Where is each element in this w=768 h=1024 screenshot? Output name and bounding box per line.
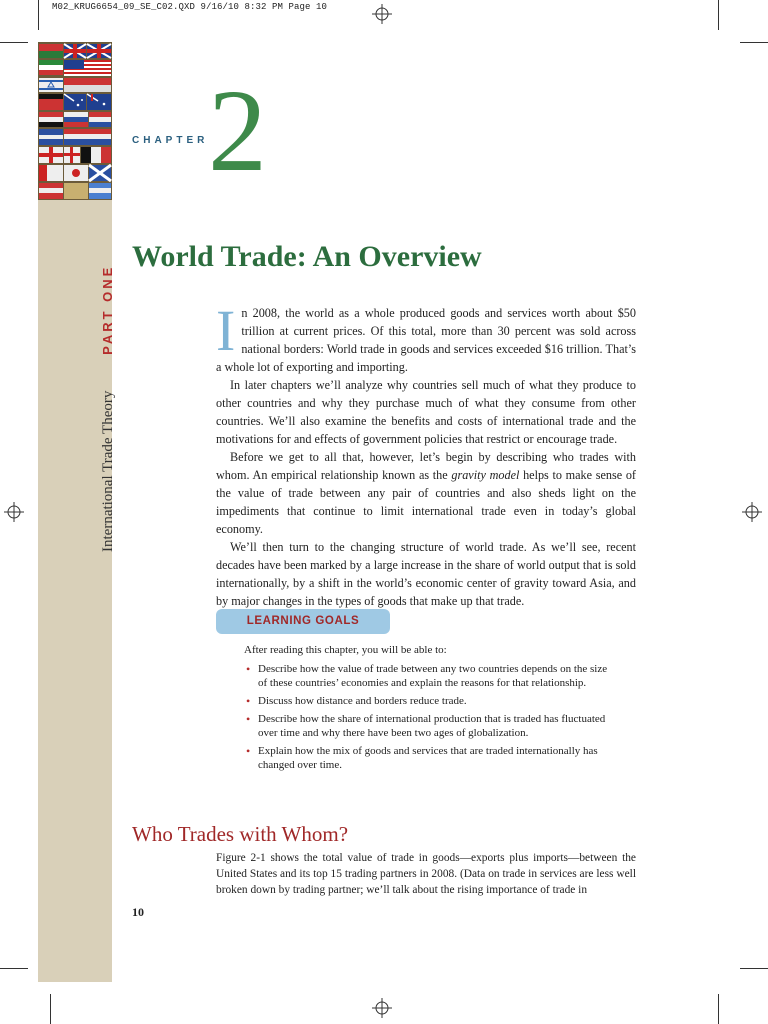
drop-cap: I: [216, 298, 236, 363]
learning-goals-intro: After reading this chapter, you will be able to:: [244, 644, 447, 656]
page-number: 10: [132, 905, 144, 919]
crop-mark-top-right: [718, 0, 719, 30]
body-paragraph: In later chapters we’ll analyze why countries sell much of what they produce to other countries and why they purchase much of what they consume from other countries. We’ll also examine the benefits and costs of international trade and the motivations for and effects of government policies that restrict or encourage trade.: [216, 378, 636, 446]
intro-text: [216, 298, 636, 610]
body-paragraph: [216, 448, 636, 538]
body-paragraph: We’ll then turn to the changing structure of world trade. As we’ll see, recent decades have been marked by a large increase in the share of world output that is sold internationally, by a shift in the world’s economic center of gravity toward Asia, and by major changes in the types of goods that make up that trade.: [216, 540, 636, 608]
intro-paragraph-text: n 2008, the world as a whole produced goods and services worth about $50 trillion at current prices. Of this total, more than 30 percent was sold across national borders: World trade in goods and services exceeded $16 trillion. That’s a whole lot of exporting and importing.: [216, 306, 636, 374]
book-title: International Trade Theory: [100, 390, 116, 552]
crop-mark-right-bottom: [740, 968, 768, 969]
part-label: PART ONE: [100, 264, 115, 355]
gravity-model-term: gravity model: [451, 468, 520, 482]
section-heading: Who Trades with Whom?: [132, 822, 349, 846]
body-text: Before we get to all that, however, let’s begin by describing who trades with whom. An empirical relationship known as the: [216, 450, 636, 482]
learning-goal-item: • Describe how the share of international production that is traded has fluctuated over time and why there have been two ages of globalization.: [246, 712, 612, 740]
crop-mark-left-bottom: [0, 968, 28, 969]
registration-mark-left: [4, 502, 24, 522]
sidebar-vertical-title: [100, 265, 117, 552]
world-flags-image: [38, 42, 112, 200]
section-body-text: Figure 2-1 shows the total value of trade in goods—exports plus imports—between the United States and its top 15 trading partners in 2008. (Data on trade in services are less well broken down by trading partner; we’ll talk about the rising importance of trade in: [216, 852, 636, 896]
learning-goals-heading: LEARNING GOALS: [216, 609, 390, 634]
crop-mark-bottom-left: [50, 994, 51, 1024]
chapter-number: 2: [208, 65, 267, 196]
learning-goal-item: • Explain how the mix of goods and services that are traded internationally has changed over time.: [246, 744, 612, 772]
learning-goals-list: [246, 662, 612, 776]
crop-mark-right-top: [740, 42, 768, 43]
registration-mark-right: [742, 502, 762, 522]
crop-mark-left-top: [0, 42, 28, 43]
crop-mark-bottom-right: [718, 994, 719, 1024]
print-slug: M02_KRUG6654_09_SE_C02.QXD 9/16/10 8:32 PM Page 10: [52, 2, 328, 12]
registration-mark-top: [372, 4, 392, 24]
registration-mark-bottom: [372, 998, 392, 1018]
learning-goal-item: • Discuss how distance and borders reduce trade.: [246, 694, 612, 708]
learning-goal-item: • Describe how the value of trade between any two countries depends on the size of these countries’ economies and explain the reasons for that relationship.: [246, 662, 612, 690]
chapter-label: CHAPTER: [132, 135, 209, 146]
chapter-title: World Trade: An Overview: [132, 240, 482, 273]
crop-mark-top-left: [38, 0, 39, 30]
body-text: helps to make sense of the value of trade between any pair of countries and also sheds light on the impediments that continue to limit international trade even in today’s global economy.: [216, 468, 636, 536]
intro-paragraph: [216, 298, 636, 376]
